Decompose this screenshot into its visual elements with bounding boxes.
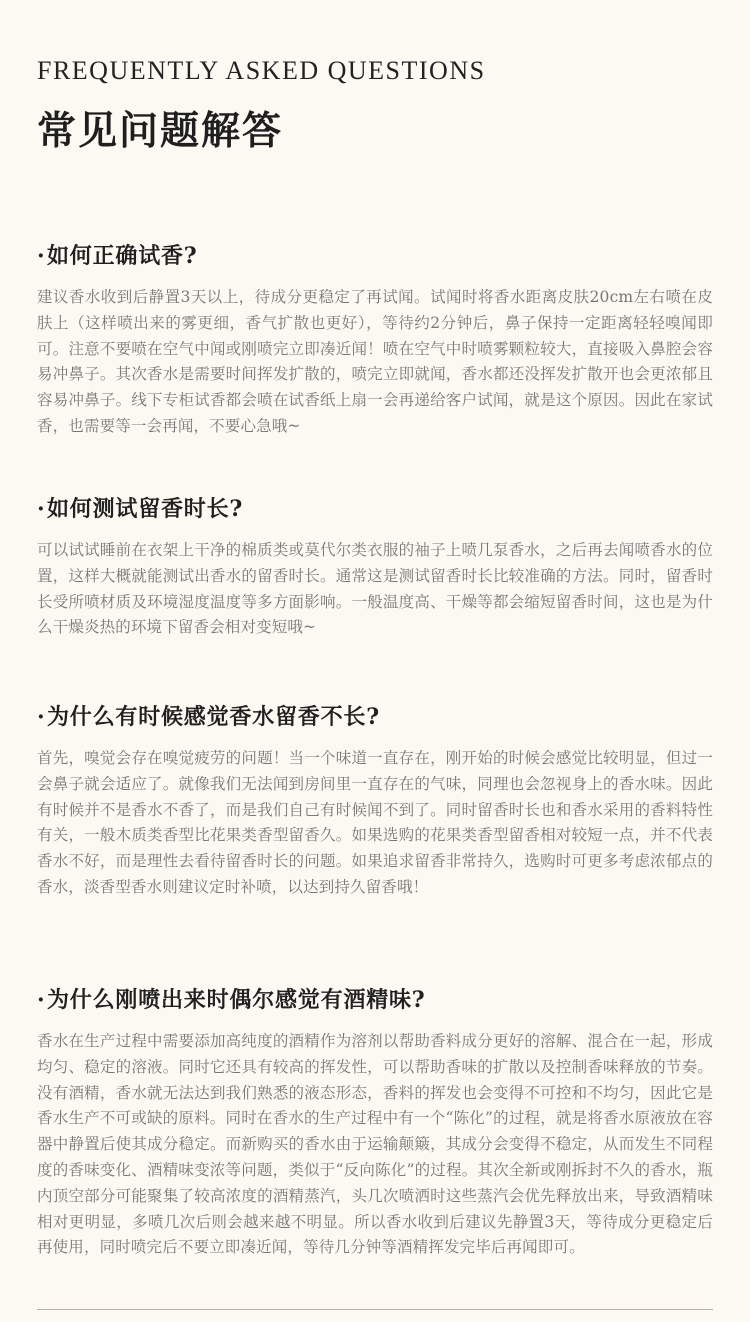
- faq-item-short-longevity: [37, 698, 713, 901]
- bullet-dot: ·: [37, 243, 46, 269]
- faq-question-text: 如何测试留香时长?: [47, 496, 244, 522]
- faq-question-text: 如何正确试香?: [47, 243, 198, 269]
- faq-question: [37, 490, 713, 528]
- faq-item-alcohol-smell: [37, 981, 713, 1261]
- faq-item-how-to-test: [37, 237, 713, 440]
- faq-question: [37, 698, 713, 736]
- faq-question-text: 为什么刚喷出来时偶尔感觉有酒精味?: [47, 987, 426, 1013]
- faq-question-text: 为什么有时候感觉香水留香不长?: [47, 704, 380, 730]
- faq-answer: 香水在生产过程中需要添加高纯度的酒精作为溶剂以帮助香料成分更好的溶解、混合在一起，形成均匀、稳定的溶液。同时它还具有较高的挥发性，可以帮助香味的扩散以及控制香味释放的节奏。没有酒精，香水就无法达到我们熟悉的液态形态，香料的挥发也会变得不可控和不均匀，因此它是香水生产不可或缺的原料。同时在香水的生产过程中有一个“陈化”的过程，就是将香水原液放在容器中静置后使其成分稳定。而新购买的香水由于运输颠簸，其成分会变得不稳定，从而发生不同程度的香味变化、酒精味变浓等问题，类似于“反向陈化”的过程。其次全新或刚拆封不久的香水，瓶内顶空部分可能聚集了较高浓度的酒精蒸汽，头几次喷洒时这些蒸汽会优先释放出来，导致酒精味相对更明显，多喷几次后则会越来越不明显。所以香水收到后建议先静置3天，等待成分更稳定后再使用，同时喷完后不要立即凑近闻，等待几分钟等酒精挥发完毕后再闻即可。: [37, 1032, 713, 1257]
- faq-answer: 首先，嗅觉会存在嗅觉疲劳的问题！当一个味道一直存在，刚开始的时候会感觉比较明显，但过一会鼻子就会适应了。就像我们无法闻到房间里一直存在的气味，同理也会忽视身上的香水味。因此有时候并不是香水不香了，而是我们自己有时候闻不到了。同时留香时长也和香水采用的香料特性有关，一般木质类香型比花果类香型留香久。如果选购的花果类香型留香相对较短一点，并不代表香水不好，而是理性去看待留香时长的问题。如果追求留香非常持久，选购时可更多考虑浓郁点的香水，淡香型香水则建议定时补喷，以达到持久留香哦！: [37, 749, 713, 896]
- faq-item-test-longevity: [37, 490, 713, 641]
- faq-question: [37, 981, 713, 1019]
- faq-eyebrow-heading: FREQUENTLY ASKED QUESTIONS: [37, 56, 486, 85]
- page-title: 常见问题解答: [37, 108, 284, 154]
- faq-question: [37, 237, 713, 275]
- bottom-divider: [37, 1309, 713, 1310]
- bullet-dot: ·: [37, 496, 46, 522]
- bullet-dot: ·: [37, 987, 46, 1013]
- faq-answer: 可以试试睡前在衣架上干净的棉质类或莫代尔类衣服的袖子上喷几泵香水，之后再去闻喷香水的位置，这样大概就能测试出香水的留香时长。通常这是测试留香时长比较准确的方法。同时，留香时长受所喷材质及环境湿度温度等多方面影响。一般温度高、干燥等都会缩短留香时间，这也是为什么干燥炎热的环境下留香会相对变短哦~: [37, 541, 713, 637]
- faq-answer: 建议香水收到后静置3天以上，待成分更稳定了再试闻。试闻时将香水距离皮肤20cm左右喷在皮肤上（这样喷出来的雾更细，香气扩散也更好），等待约2分钟后，鼻子保持一定距离轻轻嗅闻即可。注意不要喷在空气中闻或刚喷完立即凑近闻！喷在空气中时喷雾颗粒较大，直接吸入鼻腔会容易冲鼻子。其次香水是需要时间挥发扩散的，喷完立即就闻，香水都还没挥发扩散开也会更浓郁且容易冲鼻子。线下专柜试香都会喷在试香纸上扇一会再递给客户试闻，就是这个原因。因此在家试香，也需要等一会再闻，不要心急哦~: [37, 288, 713, 435]
- bullet-dot: ·: [37, 704, 46, 730]
